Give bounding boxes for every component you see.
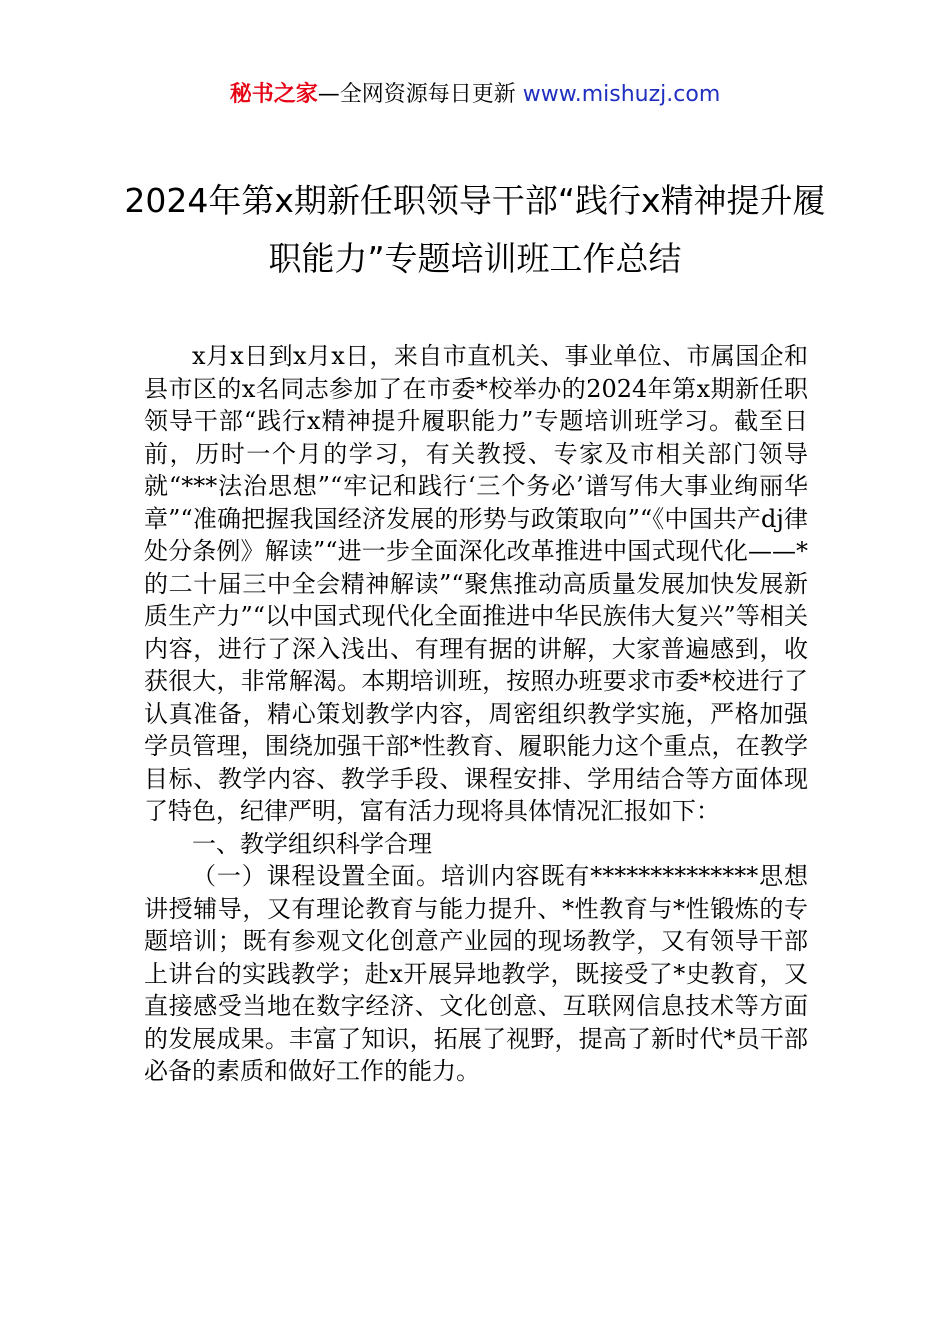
- site-url-link[interactable]: www.mishuzj.com: [522, 82, 721, 107]
- subsection-paragraph: （一）课程设置全面。培训内容既有**************思想讲授辅导，又有理论教育与能力提升、*性教育与*性锻炼的专题培训；既有参观文化创意产业园的现场教学，又有领导干部上讲台的实践教学；赴x开展异地教学，既接受了*史教育，又直接感受当地在数字经济、文化创意、互联网信息技术等方面的发展成果。丰富了知识，拓展了视野，提高了新时代*员干部必备的素质和做好工作的能力。: [144, 862, 808, 1085]
- document-title: 2024年第x期新任职领导干部“践行x精神提升履职能力”专题培训班工作总结: [124, 181, 826, 278]
- intro-paragraph: x月x日到x月x日，来自市直机关、事业单位、市属国企和县市区的x名同志参加了在市委*校举办的2024年第x期新任职领导干部“践行x精神提升履职能力”专题培训班学习。截至日前，历时一个月的学习，有关教授、专家及市相关部门领导就“***法治思想”“牢记和践行‘三个务必’谱写伟大事业绚丽华章”“准确把握我国经济发展的形势与政策取向”“《中国共产dj律处分条例》解读”“进一步全面深化改革推进中国式现代化——*的二十届三中全会精神解读”“聚焦推动高质量发展加快发展新质生产力”“以中国式现代化全面推进中华民族伟大复兴”等相关内容，进行了深入浅出、有理有据的讲解，大家普遍感到，收获很大，非常解渴。本期培训班，按照办班要求市委*校进行了认真准备，精心策划教学内容，周密组织教学实施，严格加强学员管理，围绕加强干部*性教育、履职能力这个重点，在教学目标、教学内容、教学手段、课程安排、学用结合等方面体现了特色，纪律严明，富有活力现将具体情况汇报如下：: [144, 342, 808, 825]
- site-header: [0, 78, 950, 112]
- section-heading: 一、教学组织科学合理: [192, 829, 432, 858]
- document-body: [144, 340, 808, 1088]
- header-slogan: —全网资源每日更新: [317, 82, 516, 107]
- brand-name: 秘书之家: [229, 82, 318, 107]
